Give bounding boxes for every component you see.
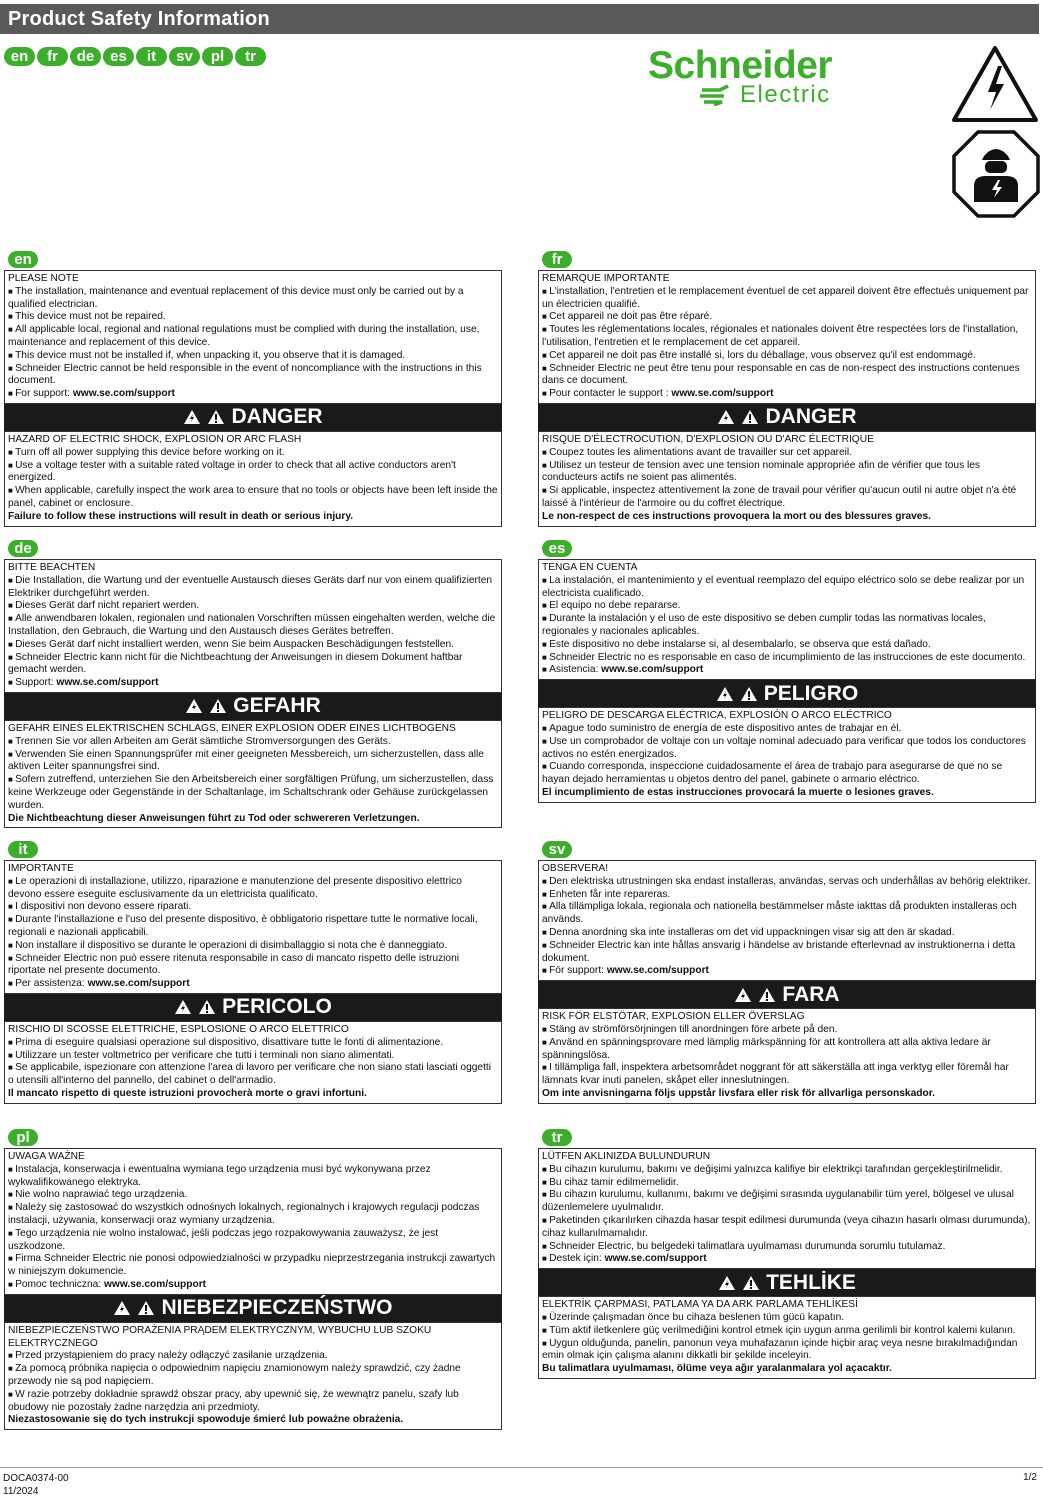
lang-badge-tr[interactable]: tr (235, 47, 266, 66)
danger-word: TEHLİKE (766, 1270, 856, 1294)
section-pl (4, 1129, 502, 1430)
note-item: ■ Dieses Gerät darf nicht installiert werden, wenn Sie beim Auspacken Beschädigungen feststellen. (8, 639, 498, 652)
note-item: ■ Bu cihazın kurulumu, bakımı ve değişimi yalnızca kalifiye bir elektrikçi tarafından gerçekleştirilmelidir. (542, 1164, 1032, 1177)
shock-warning-icon (174, 999, 192, 1015)
hazard-box (538, 431, 1036, 527)
support-link[interactable]: www.se.com/support (671, 388, 774, 400)
support-line (8, 978, 498, 991)
hazard-title: PELIGRO DE DESCARGA ELÉCTRICA, EXPLOSIÓN O ARCO ELÉCTRICO (542, 710, 892, 722)
hazard-title: RISQUE D'ÉLECTROCUTION, D'EXPLOSION OU D'ARC ÉLECTRIQUE (542, 433, 874, 445)
section-sv (538, 841, 1036, 1104)
consequence-text: El incumplimiento de estas instrucciones provocará la muerte o lesiones graves. (542, 786, 934, 798)
support-line (8, 1279, 498, 1292)
consequence-text: Die Nichtbeachtung dieser Anweisungen führt zu Tod oder schwereren Verletzungen. (8, 812, 420, 824)
consequence-text: Le non-respect de ces instructions provoquera la mort ou des blessures graves. (542, 510, 931, 522)
support-line (8, 388, 498, 401)
shock-warning-icon (717, 409, 735, 425)
hazard-title: HAZARD OF ELECTRIC SHOCK, EXPLOSION OR ARC FLASH (8, 433, 302, 445)
hazard-item: ■ Tüm aktif iletkenlere güç verilmediğini kontrol etmek için uygun anma gerilimli bir kontrol kalemi kulanın. (542, 1325, 1032, 1338)
note-item: ■ Alle anwendbaren lokalen, regionalen und nationalen Vorschriften müssen eingehalten werden, welche die Installation, den Gebrauch, die Wartung und den Austausch dieses Gerätes betreffen. (8, 613, 498, 639)
note-item: ■ This device must not be installed if, when unpacking it, you observe that it is damaged. (8, 350, 498, 363)
note-item: ■ Schneider Electric kan inte hållas ansvarig i händelse av bristande efterlevnad av instruktionerna i detta dokument. (542, 940, 1032, 966)
note-item: ■ Toutes les réglementations locales, régionales et nationales doivent être respectées lors de l'installation, l'utilisation, l'entretien et le remplacement de cet appareil. (542, 324, 1032, 350)
hazard-title: ELEKTRİK ÇARPMASI, PATLAMA YA DA ARK PARLAMA TEHLİKESİ (542, 1299, 858, 1311)
support-line (542, 965, 1032, 978)
support-link[interactable]: www.se.com/support (604, 1253, 707, 1265)
lang-badge-it[interactable]: it (136, 47, 167, 66)
qualified-electrician-icon (952, 130, 1040, 218)
hazard-box (538, 1008, 1036, 1104)
danger-word: FARA (782, 982, 840, 1006)
note-item: ■ El equipo no debe repararse. (542, 600, 1032, 613)
danger-banner (4, 1295, 502, 1322)
note-title: LÜTFEN AKLINIZDA BULUNDURUN (542, 1151, 711, 1162)
support-link[interactable]: www.se.com/support (72, 388, 175, 400)
support-label: Per assistenza: (15, 978, 85, 990)
note-item: ■ Schneider Electric no es responsable en caso de incumplimiento de las instrucciones de este documento. (542, 652, 1032, 665)
support-label: Asistencia: (549, 664, 599, 676)
support-label: For support: (15, 388, 70, 400)
electrical-hazard-icon (950, 44, 1040, 124)
hazard-box (4, 720, 502, 828)
danger-word: DANGER (231, 405, 323, 429)
note-box (4, 270, 502, 404)
note-box (538, 1148, 1036, 1269)
hazard-item: ■ Coupez toutes les alimentations avant de travailler sur cet appareil. (542, 447, 1032, 460)
hazard-title: GEFAHR EINES ELEKTRISCHEN SCHLAGS, EINER EXPLOSION ODER EINES LICHTBOGENS (8, 722, 456, 734)
shock-warning-icon (185, 698, 203, 714)
support-label: Pour contacter le support : (549, 388, 669, 400)
danger-banner (538, 680, 1036, 707)
footer-left (3, 1472, 69, 1498)
language-bar (4, 47, 266, 66)
note-item: ■ La instalación, el mantenimiento y el eventual reemplazo del equipo eléctrico solo se debe realizar por un electricista cualificado. (542, 575, 1032, 601)
note-item: ■ Schneider Electric ne peut être tenu pour responsable en cas de non-respect des instructions contenues dans ce document. (542, 363, 1032, 389)
hazard-title: NIEBEZPIECZEŃSTWO PORAŻENIA PRĄDEM ELEKTRYCZNYM, WYBUCHU LUB SZOKU ELEKTRYCZNEGO (8, 1324, 432, 1349)
note-item: ■ Schneider Electric cannot be held responsible in the event of noncompliance with the instructions in this document. (8, 363, 498, 389)
support-link[interactable]: www.se.com/support (601, 664, 704, 676)
doc-code: DOCA0374-00 (3, 1473, 69, 1484)
note-item: ■ The installation, maintenance and eventual replacement of this device must only be carried out by a qualified electrician. (8, 286, 498, 312)
note-title: OBSERVERA! (542, 863, 609, 874)
page-number: 1/2 (1023, 1472, 1037, 1483)
support-link[interactable]: www.se.com/support (87, 978, 190, 990)
note-item: ■ Instalacja, konserwacja i ewentualna wymiana tego urządzenia musi być wykonywana przez wykwalifikowanego elektryka. (8, 1164, 498, 1190)
danger-banner (538, 981, 1036, 1008)
logo-line1: Schneider (648, 44, 833, 87)
hazard-item: ■ When applicable, carefully inspect the work area to ensure that no tools or objects have been left inside the panel, cabinet or enclosure. (8, 485, 498, 511)
section-it (4, 841, 502, 1104)
danger-word: PELIGRO (763, 681, 859, 705)
hazard-item: ■ Üzerinde çalışmadan önce bu cihaza beslenen tüm gücü kapatın. (542, 1312, 1032, 1325)
note-item: ■ Bu cihaz tamir edilmemelidir. (542, 1177, 1032, 1190)
lang-badge-sv[interactable]: sv (169, 47, 200, 66)
note-item: ■ Paketinden çıkarılırken cihazda hasar tespit edilmesi durumunda (veya cihazın hasarlı olması durumunda), cihaz kullanılmamalıdır. (542, 1215, 1032, 1241)
support-link[interactable]: www.se.com/support (56, 677, 159, 689)
warning-icon (741, 409, 759, 425)
support-label: Support: (15, 677, 54, 689)
hazard-item: ■ W razie potrzeby dokładnie sprawdź obszar pracy, aby upewnić się, że wewnątrz panelu, szafy lub obudowy nie pozostały żadne narzędzia ani przedmioty. (8, 1389, 498, 1415)
hazard-title: RISK FÖR ELSTÖTAR, EXPLOSION ELLER ÖVERSLAG (542, 1011, 805, 1023)
note-item: ■ Alla tillämpliga lokala, regionala och nationella bestämmelser måste iakttas då produkten installeras och används. (542, 901, 1032, 927)
danger-banner (4, 404, 502, 431)
note-title: PLEASE NOTE (8, 273, 79, 284)
hazard-item: ■ Use a voltage tester with a suitable rated voltage in order to check that all active conductors aren't energized. (8, 460, 498, 486)
header-bar (0, 4, 1039, 34)
hazard-item: ■ Apague todo suministro de energía de este dispositivo antes de trabajar en él. (542, 723, 1032, 736)
warning-icon (742, 1275, 760, 1291)
hazard-item: ■ Trennen Sie vor allen Arbeiten am Gerät sämtliche Stromversorgungen des Geräts. (8, 736, 498, 749)
hazard-title: RISCHIO DI SCOSSE ELETTRICHE, ESPLOSIONE O ARCO ELETTRICO (8, 1023, 349, 1035)
schneider-logo (648, 44, 868, 114)
danger-word: DANGER (765, 405, 857, 429)
section-fr (538, 251, 1036, 527)
hazard-box (4, 1021, 502, 1104)
note-item: ■ Cet appareil ne doit pas être installé si, lors du déballage, vous observez qu'il est endommagé. (542, 350, 1032, 363)
lang-badge-de[interactable]: de (70, 47, 101, 66)
support-label: Pomoc techniczna: (15, 1278, 102, 1290)
hazard-item: ■ I tillämpliga fall, inspektera arbetsområdet noggrant för att säkerställa att inga verktyg eller föremål har lämnats kvar inuti panelen, skåpet eller inneslutningen. (542, 1062, 1032, 1088)
danger-word: GEFAHR (233, 694, 321, 718)
consequence-text: Failure to follow these instructions will result in death or serious injury. (8, 510, 354, 522)
note-item: ■ Schneider Electric, bu belgedeki talimatlara uyulmaması durumunda sorumlu tutulamaz. (542, 1241, 1032, 1254)
lang-badge-fr[interactable]: fr (37, 47, 68, 66)
note-item: ■ I dispositivi non devono essere riparati. (8, 901, 498, 914)
support-line (542, 664, 1032, 677)
logo-symbol-icon (698, 84, 734, 106)
support-line (542, 1253, 1032, 1266)
shock-warning-icon (183, 409, 201, 425)
danger-banner (538, 1269, 1036, 1296)
note-box (538, 860, 1036, 981)
note-item: ■ Die Installation, die Wartung und der eventuelle Austausch dieses Geräts darf nur von einem qualifizierten Elektriker durchgeführt werden. (8, 575, 498, 601)
hazard-item: ■ Stäng av strömförsörjningen till anordningen före arbete på den. (542, 1024, 1032, 1037)
hazard-box (4, 431, 502, 527)
note-title: TENGA EN CUENTA (542, 562, 638, 573)
warning-icon (758, 987, 776, 1003)
hazard-item: ■ Verwenden Sie einen Spannungsprüfer mit einer geeigneten Messbereich, um sicherzustellen, dass alle aktiven Leiter spannungsfrei sind. (8, 749, 498, 775)
warning-icon (137, 1300, 155, 1316)
note-box (4, 1148, 502, 1295)
hazard-item: ■ Use un comprobador de voltaje con un voltaje nominal adecuado para verificar que todos los conductores activos no estén energizados. (542, 736, 1032, 762)
note-item: ■ L'installation, l'entretien et le remplacement éventuel de cet appareil doivent être effectués uniquement par un électricien qualifié. (542, 286, 1032, 312)
note-title: BITTE BEACHTEN (8, 562, 96, 573)
section-lang-badge: sv (542, 841, 572, 858)
note-title: REMARQUE IMPORTANTE (542, 273, 670, 284)
section-lang-badge: de (8, 540, 38, 557)
doc-date: 11/2024 (3, 1486, 39, 1497)
support-line (542, 388, 1032, 401)
note-item: ■ Le operazioni di installazione, utilizzo, riparazione e manutenzione del presente dispositivo elettrico devono essere eseguite esclusivamente da un elettricista qualificato. (8, 876, 498, 902)
danger-word: NIEBEZPIECZEŃSTWO (161, 1296, 393, 1320)
note-item: ■ Bu cihazın kurulumu, kullanımı, bakımı ve değişimi sırasında uygulanabilir tüm yerel, bölgesel ve ulusal düzenlemelere uyulmalıdır. (542, 1189, 1032, 1215)
hazard-item: ■ Si applicable, inspectez attentivement la zone de travail pour vérifier qu'aucun outil ni autre objet n'a été laissé à l'intérieur de l'armoire ou du coffret électrique. (542, 485, 1032, 511)
danger-word: PERICOLO (222, 995, 332, 1019)
danger-banner (4, 693, 502, 720)
note-item: ■ Cet appareil ne doit pas être réparé. (542, 311, 1032, 324)
section-lang-badge: it (8, 841, 38, 858)
note-box (538, 559, 1036, 680)
hazard-item: ■ Se applicabile, ispezionare con attenzione l'area di lavoro per verificare che non siano stati lasciati oggetti o utensili all'interno del pannello, del cabinet o dell'armadio. (8, 1062, 498, 1088)
hazard-item: ■ Za pomocą próbnika napięcia o odpowiednim napięciu znamionowym należy sprawdzić, czy żadne przewody nie są pod napięciem. (8, 1363, 498, 1389)
note-item: ■ Firma Schneider Electric nie ponosi odpowiedzialności w przypadku nieprzestrzegania instrukcji zawartych w niniejszym dokumencie. (8, 1253, 498, 1279)
hazard-box (4, 1322, 502, 1430)
hazard-item: ■ Utilizzare un tester voltmetrico per verificare che tutti i terminali non siano alimentati. (8, 1050, 498, 1063)
note-item: ■ Schneider Electric kann nicht für die Nichtbeachtung der Anweisungen in diesem Dokument haftbar gemacht werden. (8, 652, 498, 678)
note-item: ■ Tego urządzenia nie wolno instalować, jeśli podczas jego rozpakowywania zauważysz, że jest uszkodzone. (8, 1228, 498, 1254)
danger-banner (538, 404, 1036, 431)
support-label: För support: (549, 965, 604, 977)
section-en (4, 251, 502, 527)
note-item: ■ All applicable local, regional and national regulations must be complied with during the installation, use, maintenance and replacement of this device. (8, 324, 498, 350)
note-item: ■ Nie wolno naprawiać tego urządzenia. (8, 1189, 498, 1202)
hazard-item: ■ Sofern zutreffend, unterziehen Sie den Arbeitsbereich einer sorgfältigen Prüfung, um sicherzustellen, dass keine Werkzeuge oder Gegenstände in der Schaltanlage, im Schaltschrank oder Gehäuse zurückgelassen wurden. (8, 774, 498, 812)
shock-warning-icon (716, 686, 734, 702)
note-item: ■ Schneider Electric non può essere ritenuta responsabile in caso di mancato rispetto delle istruzioni riportate nel presente documento. (8, 953, 498, 979)
warning-icon (198, 999, 216, 1015)
hazard-item: ■ Utilisez un testeur de tension avec une tension nominale appropriée afin de vérifier que tous les conducteurs actifs ne soient pas alimentés. (542, 460, 1032, 486)
support-link[interactable]: www.se.com/support (606, 965, 709, 977)
hazard-box (538, 707, 1036, 803)
support-link[interactable]: www.se.com/support (103, 1278, 207, 1290)
shock-warning-icon (718, 1275, 736, 1291)
note-item: ■ Enheten får inte repareras. (542, 889, 1032, 902)
lang-badge-en[interactable]: en (4, 47, 35, 66)
footer-divider (0, 1467, 1043, 1468)
support-label: Destek için: (549, 1253, 602, 1265)
note-box (4, 860, 502, 994)
shock-warning-icon (113, 1300, 131, 1316)
support-line (8, 677, 498, 690)
note-box (4, 559, 502, 693)
lang-badge-pl[interactable]: pl (202, 47, 233, 66)
note-item: ■ Durante l'installazione e l'uso del presente dispositivo, è obbligatorio rispettare tutte le normative locali, regionali e nazionali applicabili. (8, 914, 498, 940)
hazard-item: ■ Cuando corresponda, inspeccione cuidadosamente el área de trabajo para asegurarse de que no se hayan dejado herramientas u objetos dentro del panel, gabinete o armario eléctrico. (542, 761, 1032, 787)
warning-icon (207, 409, 225, 425)
section-lang-badge: en (8, 251, 38, 268)
section-de (4, 540, 502, 828)
section-lang-badge: pl (8, 1129, 38, 1146)
hazard-item: ■ Använd en spänningsprovare med lämplig märkspänning för att kontrollera att alla aktiva ledare är spänningslösa. (542, 1037, 1032, 1063)
note-item: ■ Denna anordning ska inte installeras om det vid uppackningen visar sig att den är skadad. (542, 927, 1032, 940)
section-lang-badge: es (542, 540, 572, 557)
consequence-text: Om inte anvisningarna följs uppstår livsfara eller risk för allvarliga personskador. (542, 1087, 935, 1099)
consequence-text: Niezastosowanie się do tych instrukcji spowoduje śmierć lub poważne obrażenia. (8, 1414, 404, 1426)
hazard-box (538, 1296, 1036, 1379)
note-item: ■ This device must not be repaired. (8, 311, 498, 324)
hazard-item: ■ Turn off all power supplying this device before working on it. (8, 447, 498, 460)
section-lang-badge: tr (542, 1129, 572, 1146)
shock-warning-icon (734, 987, 752, 1003)
warning-icon (209, 698, 227, 714)
lang-badge-es[interactable]: es (103, 47, 134, 66)
hazard-item: ■ Uygun olduğunda, panelin, panonun veya muhafazanın içinde hiçbir araç veya nesne bırakılmadığından emin olmak için çalışma alanını dikkatli bir şekilde inceleyin. (542, 1338, 1032, 1364)
section-tr (538, 1129, 1036, 1379)
note-title: UWAGA WAŻNE (8, 1151, 85, 1162)
section-es (538, 540, 1036, 803)
page-title: Product Safety Information (8, 8, 270, 30)
section-lang-badge: fr (542, 251, 572, 268)
note-title: IMPORTANTE (8, 863, 74, 874)
danger-banner (4, 994, 502, 1021)
consequence-text: Bu talimatlara uyulmaması, ölüme veya ağır yaralanmalara yol açacaktır. (542, 1363, 892, 1375)
note-item: ■ Este dispositivo no debe instalarse si, al desembalarlo, se observa que está dañado. (542, 639, 1032, 652)
logo-line2: Electric (740, 81, 831, 108)
note-item: ■ Dieses Gerät darf nicht repariert werden. (8, 600, 498, 613)
note-item: ■ Durante la instalación y el uso de este dispositivo se deben cumplir todas las normativas locales, regionales y nacionales aplicables. (542, 613, 1032, 639)
note-box (538, 270, 1036, 404)
note-item: ■ Non installare il dispositivo se durante le operazioni di disimballaggio si nota che è danneggiato. (8, 940, 498, 953)
hazard-item: ■ Przed przystąpieniem do pracy należy odłączyć zasilanie urządzenia. (8, 1350, 498, 1363)
note-item: ■ Należy się zastosować do wszystkich odnośnych lokalnych, regionalnych i krajowych regulacji podczas instalacji, używania, konserwacji oraz wymiany urządzenia. (8, 1202, 498, 1228)
note-item: ■ Den elektriska utrustningen ska endast installeras, användas, servas och underhållas av behörig elektriker. (542, 876, 1032, 889)
warning-icon (740, 686, 758, 702)
consequence-text: Il mancato rispetto di queste istruzioni provocherà morte o gravi infortuni. (8, 1087, 367, 1099)
hazard-item: ■ Prima di eseguire qualsiasi operazione sul dispositivo, disattivare tutte le fonti di alimentazione. (8, 1037, 498, 1050)
